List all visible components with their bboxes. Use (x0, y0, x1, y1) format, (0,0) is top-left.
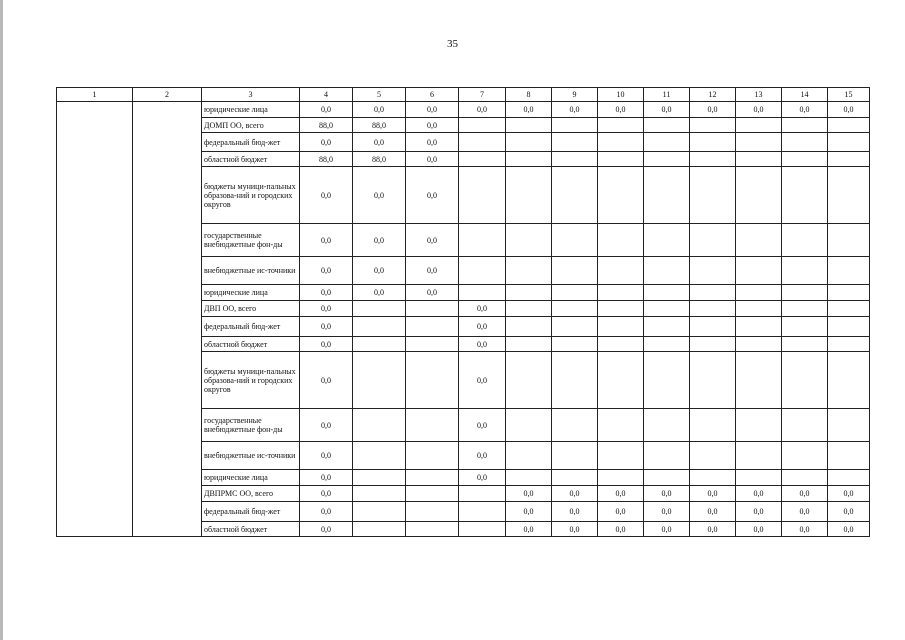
value-cell-col15 (828, 152, 870, 167)
row-label: федеральный бюд-жет (202, 133, 300, 152)
page-number: 35 (447, 38, 458, 50)
value-cell-col15 (828, 409, 870, 442)
value-cell-col4: 0,0 (300, 257, 353, 285)
value-cell-col11 (644, 301, 690, 317)
value-cell-col6: 0,0 (406, 118, 459, 133)
value-cell-col11 (644, 409, 690, 442)
value-cell-col10 (598, 301, 644, 317)
value-cell-col8 (506, 301, 552, 317)
value-cell-col12 (690, 470, 736, 486)
value-cell-col8: 0,0 (506, 102, 552, 118)
value-cell-col6 (406, 301, 459, 317)
row-label: внебюджетные ис-точники (202, 257, 300, 285)
value-cell-col6 (406, 337, 459, 352)
value-cell-col12 (690, 337, 736, 352)
page-left-edge (0, 0, 3, 640)
value-cell-col9 (552, 257, 598, 285)
value-cell-col4: 0,0 (300, 102, 353, 118)
value-cell-col8 (506, 337, 552, 352)
value-cell-col12 (690, 352, 736, 409)
header-cell-10: 10 (598, 88, 644, 102)
value-cell-col4: 0,0 (300, 486, 353, 502)
header-cell-2: 2 (133, 88, 202, 102)
row-label: бюджеты муници-пальных образова-ний и городских округов (202, 167, 300, 224)
value-cell-col9: 0,0 (552, 502, 598, 522)
value-cell-col7 (459, 257, 506, 285)
value-cell-col12 (690, 152, 736, 167)
row-label: юридические лица (202, 102, 300, 118)
value-cell-col5 (353, 442, 406, 470)
value-cell-col10 (598, 285, 644, 301)
value-cell-col7 (459, 152, 506, 167)
value-cell-col14: 0,0 (782, 522, 828, 537)
value-cell-col12: 0,0 (690, 502, 736, 522)
value-cell-col5 (353, 317, 406, 337)
value-cell-col5: 0,0 (353, 102, 406, 118)
value-cell-col12 (690, 409, 736, 442)
value-cell-col11 (644, 224, 690, 257)
value-cell-col13 (736, 118, 782, 133)
value-cell-col10: 0,0 (598, 502, 644, 522)
value-cell-col8 (506, 442, 552, 470)
value-cell-col7 (459, 285, 506, 301)
table-row (57, 102, 870, 118)
value-cell-col6 (406, 470, 459, 486)
row-label: государственные внебюджетные фон-ды (202, 224, 300, 257)
value-cell-col7 (459, 224, 506, 257)
value-cell-col7: 0,0 (459, 337, 506, 352)
value-cell-col9 (552, 337, 598, 352)
value-cell-col10 (598, 337, 644, 352)
value-cell-col14 (782, 352, 828, 409)
value-cell-col4: 0,0 (300, 470, 353, 486)
value-cell-col8 (506, 152, 552, 167)
value-cell-col14: 0,0 (782, 102, 828, 118)
header-cell-14: 14 (782, 88, 828, 102)
value-cell-col7: 0,0 (459, 317, 506, 337)
value-cell-col10 (598, 118, 644, 133)
value-cell-col4: 0,0 (300, 502, 353, 522)
value-cell-col10 (598, 442, 644, 470)
cell-col1-merged (57, 102, 133, 537)
row-label: областной бюджет (202, 522, 300, 537)
value-cell-col7: 0,0 (459, 470, 506, 486)
value-cell-col14 (782, 167, 828, 224)
row-label: ДВП ОО, всего (202, 301, 300, 317)
value-cell-col8 (506, 470, 552, 486)
value-cell-col4: 0,0 (300, 409, 353, 442)
value-cell-col14 (782, 470, 828, 486)
value-cell-col11 (644, 167, 690, 224)
value-cell-col13 (736, 337, 782, 352)
value-cell-col9: 0,0 (552, 102, 598, 118)
value-cell-col5 (353, 486, 406, 502)
value-cell-col9 (552, 224, 598, 257)
value-cell-col8: 0,0 (506, 522, 552, 537)
value-cell-col15 (828, 317, 870, 337)
row-label: внебюджетные ис-точники (202, 442, 300, 470)
value-cell-col6 (406, 442, 459, 470)
value-cell-col7: 0,0 (459, 409, 506, 442)
value-cell-col9 (552, 167, 598, 224)
value-cell-col10 (598, 352, 644, 409)
value-cell-col15: 0,0 (828, 502, 870, 522)
header-cell-1: 1 (57, 88, 133, 102)
value-cell-col7 (459, 118, 506, 133)
value-cell-col12 (690, 167, 736, 224)
value-cell-col5 (353, 409, 406, 442)
value-cell-col5 (353, 502, 406, 522)
value-cell-col12 (690, 285, 736, 301)
value-cell-col7 (459, 167, 506, 224)
value-cell-col4: 0,0 (300, 285, 353, 301)
row-label: областной бюджет (202, 337, 300, 352)
row-label: юридические лица (202, 285, 300, 301)
row-label: федеральный бюд-жет (202, 502, 300, 522)
value-cell-col11 (644, 470, 690, 486)
value-cell-col11: 0,0 (644, 102, 690, 118)
value-cell-col9 (552, 285, 598, 301)
value-cell-col15 (828, 285, 870, 301)
value-cell-col11 (644, 257, 690, 285)
value-cell-col12 (690, 301, 736, 317)
value-cell-col8 (506, 257, 552, 285)
value-cell-col15 (828, 337, 870, 352)
value-cell-col14 (782, 285, 828, 301)
value-cell-col10: 0,0 (598, 486, 644, 502)
header-cell-9: 9 (552, 88, 598, 102)
row-label: федеральный бюд-жет (202, 317, 300, 337)
value-cell-col5: 0,0 (353, 167, 406, 224)
value-cell-col6: 0,0 (406, 257, 459, 285)
value-cell-col8 (506, 352, 552, 409)
value-cell-col10: 0,0 (598, 102, 644, 118)
value-cell-col14 (782, 224, 828, 257)
value-cell-col9 (552, 317, 598, 337)
value-cell-col9 (552, 409, 598, 442)
value-cell-col9 (552, 352, 598, 409)
value-cell-col4: 0,0 (300, 224, 353, 257)
value-cell-col14 (782, 337, 828, 352)
value-cell-col12: 0,0 (690, 522, 736, 537)
row-label: областной бюджет (202, 152, 300, 167)
header-cell-5: 5 (353, 88, 406, 102)
value-cell-col11 (644, 352, 690, 409)
value-cell-col10: 0,0 (598, 522, 644, 537)
value-cell-col10 (598, 317, 644, 337)
value-cell-col4: 0,0 (300, 442, 353, 470)
value-cell-col7 (459, 522, 506, 537)
value-cell-col13 (736, 317, 782, 337)
value-cell-col11 (644, 285, 690, 301)
value-cell-col5 (353, 337, 406, 352)
value-cell-col6: 0,0 (406, 152, 459, 167)
value-cell-col9 (552, 301, 598, 317)
value-cell-col9 (552, 470, 598, 486)
value-cell-col6 (406, 502, 459, 522)
value-cell-col15 (828, 224, 870, 257)
header-cell-15: 15 (828, 88, 870, 102)
value-cell-col8 (506, 317, 552, 337)
value-cell-col9 (552, 152, 598, 167)
value-cell-col15: 0,0 (828, 102, 870, 118)
value-cell-col13: 0,0 (736, 522, 782, 537)
value-cell-col6: 0,0 (406, 167, 459, 224)
value-cell-col15: 0,0 (828, 522, 870, 537)
value-cell-col8 (506, 409, 552, 442)
value-cell-col7: 0,0 (459, 352, 506, 409)
value-cell-col10 (598, 224, 644, 257)
value-cell-col14 (782, 257, 828, 285)
header-cell-12: 12 (690, 88, 736, 102)
value-cell-col9 (552, 442, 598, 470)
value-cell-col6 (406, 409, 459, 442)
value-cell-col6 (406, 317, 459, 337)
value-cell-col12 (690, 118, 736, 133)
value-cell-col10 (598, 152, 644, 167)
value-cell-col5 (353, 522, 406, 537)
value-cell-col13 (736, 301, 782, 317)
value-cell-col10 (598, 257, 644, 285)
value-cell-col13 (736, 470, 782, 486)
value-cell-col15 (828, 442, 870, 470)
value-cell-col4: 0,0 (300, 317, 353, 337)
value-cell-col11 (644, 133, 690, 152)
value-cell-col13 (736, 133, 782, 152)
value-cell-col9: 0,0 (552, 522, 598, 537)
value-cell-col15 (828, 167, 870, 224)
value-cell-col10 (598, 167, 644, 224)
value-cell-col14 (782, 442, 828, 470)
value-cell-col14: 0,0 (782, 502, 828, 522)
row-label: юридические лица (202, 470, 300, 486)
value-cell-col11 (644, 152, 690, 167)
value-cell-col13: 0,0 (736, 502, 782, 522)
value-cell-col6: 0,0 (406, 285, 459, 301)
value-cell-col14 (782, 409, 828, 442)
value-cell-col15 (828, 352, 870, 409)
value-cell-col11 (644, 317, 690, 337)
value-cell-col12 (690, 133, 736, 152)
value-cell-col14 (782, 133, 828, 152)
value-cell-col15 (828, 133, 870, 152)
value-cell-col8 (506, 285, 552, 301)
value-cell-col6: 0,0 (406, 224, 459, 257)
value-cell-col14 (782, 118, 828, 133)
value-cell-col5: 88,0 (353, 118, 406, 133)
value-cell-col15: 0,0 (828, 486, 870, 502)
value-cell-col7: 0,0 (459, 442, 506, 470)
header-cell-4: 4 (300, 88, 353, 102)
value-cell-col7 (459, 486, 506, 502)
value-cell-col7: 0,0 (459, 102, 506, 118)
value-cell-col9 (552, 133, 598, 152)
value-cell-col11 (644, 442, 690, 470)
row-label: ДОМП ОО, всего (202, 118, 300, 133)
value-cell-col7: 0,0 (459, 301, 506, 317)
value-cell-col15 (828, 257, 870, 285)
value-cell-col5: 0,0 (353, 285, 406, 301)
value-cell-col13 (736, 167, 782, 224)
value-cell-col4: 0,0 (300, 522, 353, 537)
value-cell-col12: 0,0 (690, 486, 736, 502)
header-cell-6: 6 (406, 88, 459, 102)
value-cell-col11 (644, 118, 690, 133)
value-cell-col5: 0,0 (353, 257, 406, 285)
value-cell-col13 (736, 152, 782, 167)
value-cell-col8: 0,0 (506, 486, 552, 502)
value-cell-col11 (644, 337, 690, 352)
value-cell-col4: 0,0 (300, 167, 353, 224)
value-cell-col12 (690, 317, 736, 337)
value-cell-col15 (828, 470, 870, 486)
value-cell-col11: 0,0 (644, 522, 690, 537)
value-cell-col8 (506, 224, 552, 257)
value-cell-col4: 0,0 (300, 337, 353, 352)
value-cell-col9: 0,0 (552, 486, 598, 502)
header-cell-13: 13 (736, 88, 782, 102)
value-cell-col13 (736, 409, 782, 442)
header-cell-7: 7 (459, 88, 506, 102)
value-cell-col14 (782, 317, 828, 337)
value-cell-col5: 0,0 (353, 133, 406, 152)
value-cell-col8 (506, 167, 552, 224)
value-cell-col10 (598, 409, 644, 442)
value-cell-col11: 0,0 (644, 486, 690, 502)
value-cell-col6: 0,0 (406, 133, 459, 152)
value-cell-col5: 0,0 (353, 224, 406, 257)
value-cell-col12: 0,0 (690, 102, 736, 118)
value-cell-col7 (459, 502, 506, 522)
cell-col2-merged (133, 102, 202, 537)
row-label: ДВПРМС ОО, всего (202, 486, 300, 502)
value-cell-col15 (828, 301, 870, 317)
row-label: государственные внебюджетные фон-ды (202, 409, 300, 442)
value-cell-col4: 0,0 (300, 352, 353, 409)
value-cell-col9 (552, 118, 598, 133)
value-cell-col13 (736, 257, 782, 285)
value-cell-col4: 0,0 (300, 133, 353, 152)
value-cell-col8: 0,0 (506, 502, 552, 522)
value-cell-col14 (782, 152, 828, 167)
value-cell-col5: 88,0 (353, 152, 406, 167)
value-cell-col14: 0,0 (782, 486, 828, 502)
value-cell-col13 (736, 285, 782, 301)
value-cell-col8 (506, 133, 552, 152)
value-cell-col11: 0,0 (644, 502, 690, 522)
value-cell-col13 (736, 352, 782, 409)
value-cell-col5 (353, 470, 406, 486)
value-cell-col13 (736, 224, 782, 257)
header-cell-8: 8 (506, 88, 552, 102)
value-cell-col10 (598, 133, 644, 152)
header-cell-11: 11 (644, 88, 690, 102)
value-cell-col6: 0,0 (406, 102, 459, 118)
value-cell-col13: 0,0 (736, 486, 782, 502)
value-cell-col12 (690, 224, 736, 257)
value-cell-col8 (506, 118, 552, 133)
value-cell-col13 (736, 442, 782, 470)
value-cell-col6 (406, 486, 459, 502)
value-cell-col5 (353, 352, 406, 409)
value-cell-col4: 88,0 (300, 152, 353, 167)
table-body (57, 88, 870, 537)
value-cell-col10 (598, 470, 644, 486)
value-cell-col13: 0,0 (736, 102, 782, 118)
header-cell-3: 3 (202, 88, 300, 102)
row-label: бюджеты муници-пальных образова-ний и городских округов (202, 352, 300, 409)
value-cell-col12 (690, 257, 736, 285)
budget-table (56, 87, 870, 537)
value-cell-col15 (828, 118, 870, 133)
value-cell-col4: 88,0 (300, 118, 353, 133)
value-cell-col6 (406, 522, 459, 537)
header-row (57, 88, 870, 102)
value-cell-col4: 0,0 (300, 301, 353, 317)
value-cell-col7 (459, 133, 506, 152)
value-cell-col5 (353, 301, 406, 317)
value-cell-col6 (406, 352, 459, 409)
value-cell-col12 (690, 442, 736, 470)
value-cell-col14 (782, 301, 828, 317)
